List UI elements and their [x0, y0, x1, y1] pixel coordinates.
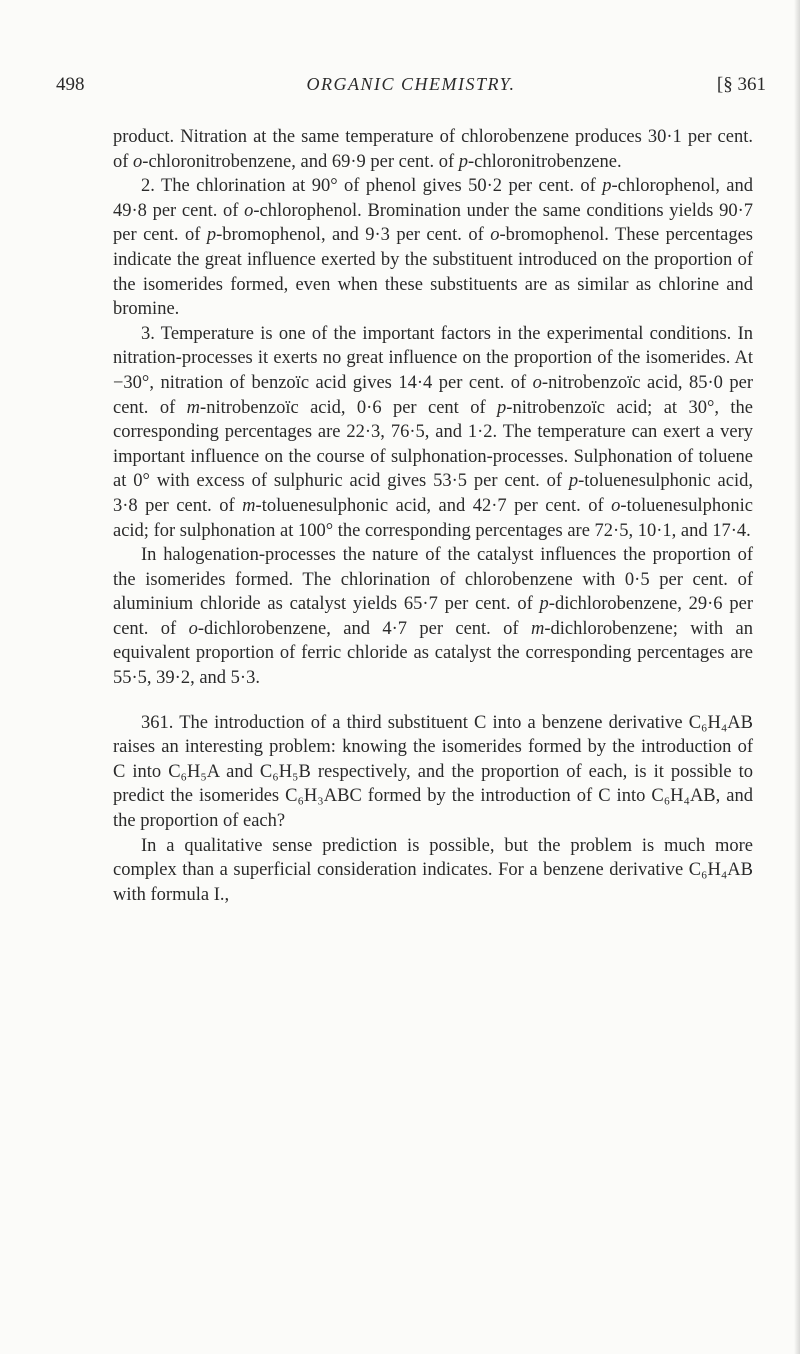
- body-text: [113, 125, 753, 907]
- page-edge: [794, 0, 800, 1354]
- paragraph-halogenation: In halogenation-processes the nature of the catalyst influences the proportion of the isomerides formed. The chlorination of chlorobenzene with 0·5 per cent. of aluminium chloride as catalyst yields 65·7 per cent. of p-dichlorobenzene, 29·6 per cent. of o-dichlorobenzene, and 4·7 per cent. of m-dichlorobenzene; with an equivalent proportion of ferric chloride as catalyst the corresponding percentages are 55·5, 39·2, and 5·3.: [113, 545, 753, 689]
- page-header: [56, 74, 766, 104]
- section-reference: [§ 361: [716, 74, 766, 95]
- paragraph-point-3: 3. Temperature is one of the important factors in the experimental conditions. In nitration-processes it exerts no great influence on the proportion of the isomerides. At −30°, nitration of benzoïc acid gives 14·4 per cent. of o-nitrobenzoïc acid, 85·0 per cent. of m-nitrobenzoïc acid, 0·6 per cent of p-nitrobenzoïc acid; at 30°, the corresponding percentages are 22·3, 76·5, and 1·2. The temperature can exert a very important influence on the course of sulphonation-processes. Sulphonation of toluene at 0° with excess of sulphuric acid gives 53·5 per cent. of p-toluenesulphonic acid, 3·8 per cent. of m-toluenesulphonic acid, and 42·7 per cent. of o-toluenesulphonic acid; for sulphonation at 100° the corresponding percentages are 72·5, 10·1, and 17·4.: [113, 323, 753, 541]
- running-title: ORGANIC CHEMISTRY.: [306, 74, 516, 94]
- page-number: 498: [56, 74, 85, 95]
- paragraph-qualitative-prediction: In a qualitative sense prediction is possible, but the problem is much more complex than a superficial consideration indicates. For a benzene derivative C₆H₄AB with formula I.,: [113, 835, 753, 905]
- paragraph-section-361: 361. The introduction of a third substituent C into a benzene derivative C₆H₄AB raises an interesting problem: knowing the isomerides formed by the introduction of C into C₆H₅A and C₆H₅B respectively, and the proportion of each, is it possible to predict the isomerides C₆H₃ABC formed by the introduction of C into C₆H₄AB, and the proportion of each?: [113, 712, 753, 832]
- paragraph-continuation: product. Nitration at the same temperature of chlorobenzene produces 30·1 per cent. of o-chloronitrobenzene, and 69·9 per cent. of p-chloronitrobenzene.: [113, 127, 753, 172]
- paragraph-point-2: 2. The chlorination at 90° of phenol gives 50·2 per cent. of p-chlorophenol, and 49·8 per cent. of o-chlorophenol. Bromination under the same conditions yields 90·7 per cent. of p-bromophenol, and 9·3 per cent. of o-bromophenol. These percentages indicate the great influence exerted by the substituent introduced on the proportion of the isomerides formed, even when these substituents are as similar as chlorine and bromine.: [113, 176, 753, 320]
